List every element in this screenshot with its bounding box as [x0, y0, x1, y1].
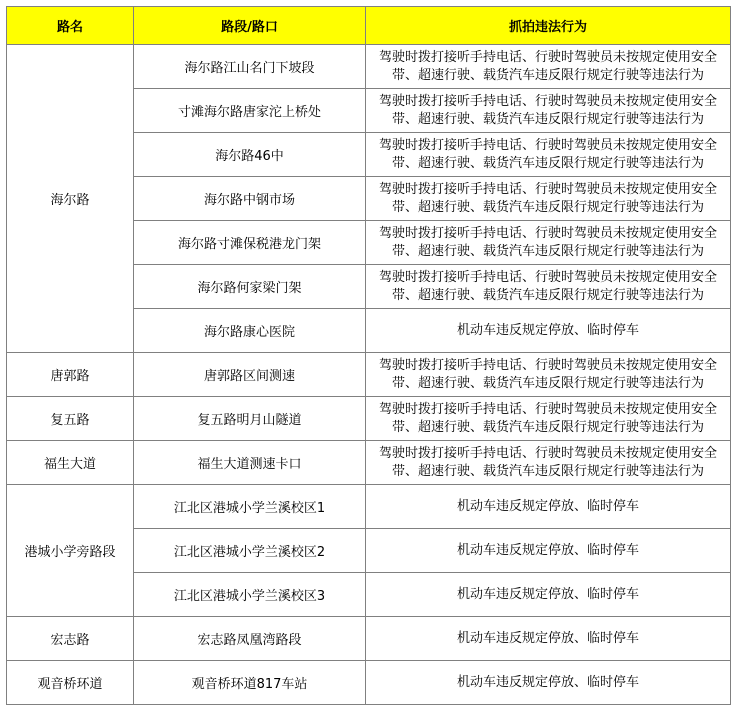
- segment-cell: 海尔路康心医院: [134, 309, 366, 353]
- header-row: [7, 7, 731, 45]
- violation-cell: 机动车违反规定停放、临时停车: [366, 573, 731, 617]
- violation-cell: 驾驶时拨打接听手持电话、行驶时驾驶员未按规定使用安全带、超速行驶、载货汽车违反限行规定行驶等违法行为: [366, 177, 731, 221]
- segment-cell: 海尔路中钢市场: [134, 177, 366, 221]
- violation-cell: 驾驶时拨打接听手持电话、行驶时驾驶员未按规定使用安全带、超速行驶、载货汽车违反限行规定行驶等违法行为: [366, 89, 731, 133]
- road-name-cell: 宏志路: [7, 617, 134, 661]
- table-row: [7, 485, 731, 529]
- segment-cell: 海尔路寸滩保税港龙门架: [134, 221, 366, 265]
- header-segment: 路段/路口: [134, 7, 366, 45]
- segment-cell: 观音桥环道817车站: [134, 661, 366, 705]
- violation-cell: 机动车违反规定停放、临时停车: [366, 529, 731, 573]
- violation-cell: 驾驶时拨打接听手持电话、行驶时驾驶员未按规定使用安全带、超速行驶、载货汽车违反限行规定行驶等违法行为: [366, 441, 731, 485]
- road-name-cell: 观音桥环道: [7, 661, 134, 705]
- road-name-cell: 海尔路: [7, 45, 134, 353]
- road-name-cell: 复五路: [7, 397, 134, 441]
- segment-cell: 宏志路凤凰湾路段: [134, 617, 366, 661]
- segment-cell: 江北区港城小学兰溪校区1: [134, 485, 366, 529]
- segment-cell: 寸滩海尔路唐家沱上桥处: [134, 89, 366, 133]
- violation-table: [6, 6, 731, 705]
- violation-cell: 机动车违反规定停放、临时停车: [366, 309, 731, 353]
- table-row: [7, 353, 731, 397]
- segment-cell: 复五路明月山隧道: [134, 397, 366, 441]
- segment-cell: 江北区港城小学兰溪校区3: [134, 573, 366, 617]
- violation-cell: 机动车违反规定停放、临时停车: [366, 617, 731, 661]
- segment-cell: 海尔路46中: [134, 133, 366, 177]
- violation-cell: 驾驶时拨打接听手持电话、行驶时驾驶员未按规定使用安全带、超速行驶、载货汽车违反限行规定行驶等违法行为: [366, 353, 731, 397]
- table-body: [7, 45, 731, 705]
- table-row: [7, 45, 731, 89]
- segment-cell: 福生大道测速卡口: [134, 441, 366, 485]
- violation-cell: 机动车违反规定停放、临时停车: [366, 661, 731, 705]
- table-row: [7, 397, 731, 441]
- violation-cell: 驾驶时拨打接听手持电话、行驶时驾驶员未按规定使用安全带、超速行驶、载货汽车违反限行规定行驶等违法行为: [366, 133, 731, 177]
- header-violation: 抓拍违法行为: [366, 7, 731, 45]
- violation-cell: 驾驶时拨打接听手持电话、行驶时驾驶员未按规定使用安全带、超速行驶、载货汽车违反限行规定行驶等违法行为: [366, 45, 731, 89]
- segment-cell: 唐郭路区间测速: [134, 353, 366, 397]
- road-name-cell: 唐郭路: [7, 353, 134, 397]
- violation-cell: 驾驶时拨打接听手持电话、行驶时驾驶员未按规定使用安全带、超速行驶、载货汽车违反限行规定行驶等违法行为: [366, 265, 731, 309]
- segment-cell: 江北区港城小学兰溪校区2: [134, 529, 366, 573]
- table-row: [7, 617, 731, 661]
- violation-cell: 驾驶时拨打接听手持电话、行驶时驾驶员未按规定使用安全带、超速行驶、载货汽车违反限行规定行驶等违法行为: [366, 397, 731, 441]
- table-row: [7, 441, 731, 485]
- header-road: 路名: [7, 7, 134, 45]
- road-name-cell: 港城小学旁路段: [7, 485, 134, 617]
- violation-cell: 机动车违反规定停放、临时停车: [366, 485, 731, 529]
- segment-cell: 海尔路江山名门下坡段: [134, 45, 366, 89]
- violation-cell: 驾驶时拨打接听手持电话、行驶时驾驶员未按规定使用安全带、超速行驶、载货汽车违反限行规定行驶等违法行为: [366, 221, 731, 265]
- segment-cell: 海尔路何家梁门架: [134, 265, 366, 309]
- road-name-cell: 福生大道: [7, 441, 134, 485]
- table-row: [7, 661, 731, 705]
